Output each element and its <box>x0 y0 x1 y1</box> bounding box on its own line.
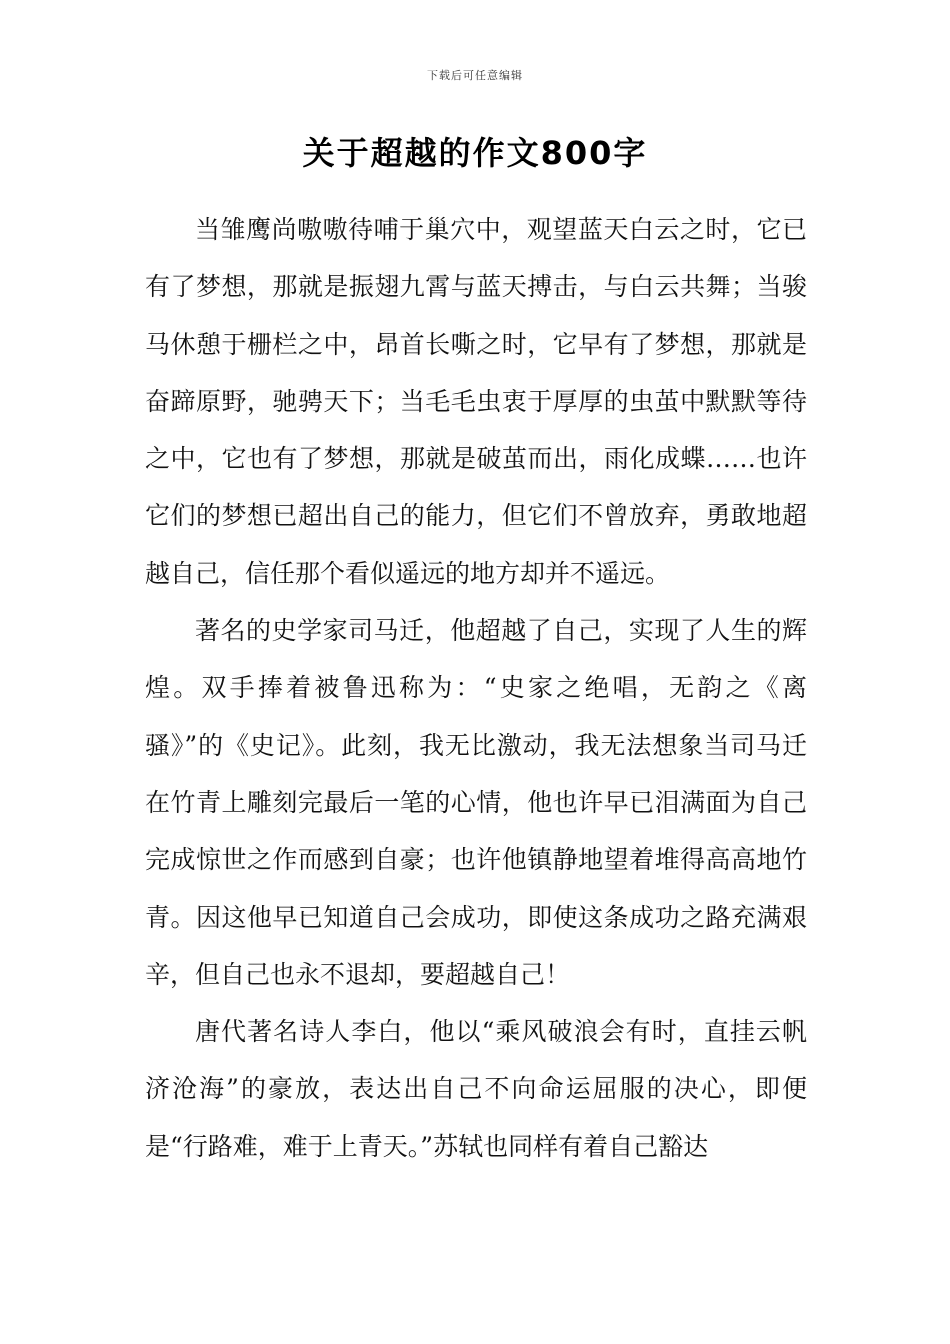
paragraph-1: 当雏鹰尚嗷嗷待哺于巢穴中，观望蓝天白云之时，它已有了梦想，那就是振翅九霄与蓝天搏击，与白云共舞；当骏马休憩于栅栏之中，昂首长嘶之时，它早有了梦想，那就是奋蹄原野，驰骋天下；当毛毛虫衷于厚厚的虫茧中默默等待之中，它也有了梦想，那就是破茧而出，雨化成蝶……也许它们的梦想已超出自己的能力，但它们不曾放弃，勇敢地超越自己，信任那个看似遥远的地方却并不遥远。 <box>145 215 807 588</box>
paragraph-3: 唐代著名诗人李白，他以“乘风破浪会有时，直挂云帆济沧海”的豪放，表达出自己不向命运屈服的决心，即便是“行路难，难于上青天。”苏轼也同样有着自己豁达 <box>145 1017 807 1161</box>
header-note: 下载后可任意编辑 <box>427 69 523 82</box>
document-body <box>145 201 807 1175</box>
paragraph-2: 著名的史学家司马迁，他超越了自己，实现了人生的辉煌。双手捧着被鲁迅称为：“史家之绝唱，无韵之《离骚》”的《史记》。此刻，我无比激动，我无法想象当司马迁在竹青上雕刻完最后一笔的心情，他也许早已泪满面为自己完成惊世之作而感到自豪；也许他镇静地望着堆得高高地竹青。因这他早已知道自己会成功，即使这条成功之路充满艰辛，但自己也永不退却，要超越自己！ <box>145 616 807 989</box>
document-title: 关于超越的作文800字 <box>302 134 648 172</box>
